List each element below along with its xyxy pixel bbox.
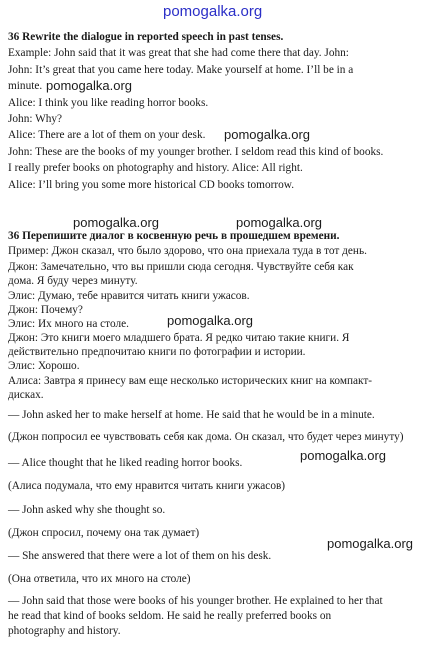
english-line: Alice: I think you like reading horror books. [8,97,209,109]
watermark: pomogalka.org [327,536,413,551]
answer-line: (Джон попросил ее чувствовать себя как дома. Он сказал, что будет через минуту) [8,431,404,443]
watermark: pomogalka.org [46,78,132,93]
answer-line: — Alice thought that he liked reading horror books. [8,457,243,469]
english-line: Example: John said that it was great that she had come there that day. John: [8,47,349,59]
russian-line: Элис: Хорошо. [8,360,80,372]
watermark: pomogalka.org [300,448,386,463]
english-line: John: It’s great that you came here today. Make yourself at home. I’ll be in a [8,64,354,76]
russian-line: Джон: Почему? [8,304,83,316]
english-line: minute. [8,80,43,92]
answer-line: (Алиса подумала, что ему нравится читать книги ужасов) [8,480,286,492]
english-line: John: These are the books of my younger brother. I seldom read this kind of books. [8,146,384,158]
russian-line: Пример: Джон сказал, что было здорово, что она приехала туда в тот день. [8,245,367,257]
russian-line: Джон: Замечательно, что вы пришли сюда сегодня. Чувствуйте себя как [8,261,354,273]
watermark: pomogalka.org [236,215,322,230]
watermark-top: pomogalka.org [163,3,263,20]
russian-line: дома. Я буду через минуту. [8,275,138,287]
russian-line: Элис: Думаю, тебе нравится читать книги ужасов. [8,290,250,302]
answer-line: — She answered that there were a lot of them on his desk. [8,550,272,562]
answer-line: (Она ответила, что их много на столе) [8,573,191,585]
watermark: pomogalka.org [73,215,159,230]
answer-line: he read that kind of books seldom. He said he really preferred books on [8,610,332,622]
english-line: John: Why? [8,113,63,125]
russian-heading: 36 Перепишите диалог в косвенную речь в прошедшем времени. [8,230,340,242]
russian-line: действительно предпочитаю книги по фотографии и истории. [8,346,306,358]
answer-line: — John asked her to make herself at home. He said that he would be in a minute. [8,409,375,421]
watermark: pomogalka.org [224,127,310,142]
answer-line: — John asked why she thought so. [8,504,166,516]
russian-line: Алиса: Завтра я принесу вам еще несколько исторических книг на компакт- [8,375,373,387]
english-heading: 36 Rewrite the dialogue in reported speech in past tenses. [8,31,284,43]
russian-line: Джон: Это книги моего младшего брата. Я редко читаю такие книги. Я [8,332,350,344]
watermark: pomogalka.org [167,313,253,328]
english-line: Alice: There are a lot of them on your desk. [8,129,206,141]
english-line: Alice: I’ll bring you some more historical CD books tomorrow. [8,179,295,191]
russian-line: Элис: Их много на столе. [8,318,129,330]
answer-line: — John said that those were books of his younger brother. He explained to her that [8,595,383,607]
answer-line: (Джон спросил, почему она так думает) [8,527,200,539]
answer-line: photography and history. [8,625,121,637]
english-line: I really prefer books on photography and history. Alice: All right. [8,162,303,174]
russian-line: дисках. [8,389,44,401]
